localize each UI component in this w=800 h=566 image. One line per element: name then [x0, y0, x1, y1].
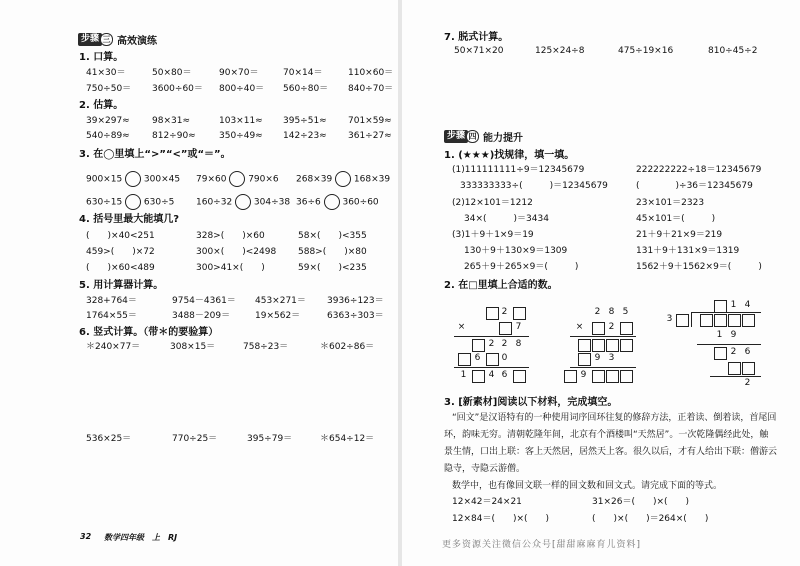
digit-box[interactable]	[592, 339, 605, 352]
q6-item: 758÷23＝	[243, 342, 289, 352]
pattern-line: (3)1＋9＋1×9＝19	[452, 230, 534, 240]
digit-box[interactable]	[458, 353, 471, 366]
division-bar	[691, 312, 761, 313]
pattern-line[interactable]: ( )÷36＝12345679	[636, 181, 753, 191]
reading-line: 隐寺，寺隐云游僧。	[444, 464, 526, 474]
q4-item[interactable]: 300>41×( )	[196, 263, 265, 273]
q1-item: 41×30＝	[86, 68, 126, 78]
digit-box[interactable]	[742, 314, 755, 327]
q4-item[interactable]: 588>( )×80	[298, 247, 367, 257]
rule-line	[570, 336, 636, 337]
digit: ×	[575, 322, 584, 332]
q4-heading: 4. 括号里最大能填几?	[79, 214, 180, 225]
right-page	[402, 0, 800, 566]
digit-box[interactable]	[578, 339, 591, 352]
palindrome-eq[interactable]: ( )×( )＝264×( )	[592, 514, 709, 524]
q6-item: 536×25＝	[86, 434, 132, 444]
digit-box[interactable]	[700, 314, 713, 327]
digit: 1	[716, 330, 723, 340]
q2-item: 395÷51≈	[283, 116, 327, 126]
q4-item[interactable]: 328>( )×60	[196, 231, 265, 241]
digit: 2	[488, 339, 495, 349]
q5-heading: 5. 用计算器计算。	[79, 280, 164, 291]
q3-compare	[296, 194, 379, 210]
q2-item: 812÷90≈	[152, 131, 196, 141]
q5-item: 19×562＝	[255, 311, 301, 321]
left-page	[0, 0, 398, 566]
digit-box[interactable]	[486, 353, 499, 366]
digit: 6	[744, 347, 751, 357]
digit: 5	[622, 307, 629, 317]
digit: 1	[730, 300, 737, 310]
digit: 4	[488, 370, 495, 380]
digit: 2	[744, 378, 751, 388]
q1-item: 3600÷60＝	[152, 84, 203, 94]
digit: 0	[501, 353, 508, 363]
digit: 9	[580, 370, 587, 380]
watermark: 更多资源关注微信公众号[甜甜麻麻育儿资料]	[442, 540, 642, 550]
rule-line	[570, 367, 636, 368]
digit: 2	[501, 307, 508, 317]
q5-item: 6363÷303＝	[327, 311, 384, 321]
step-title: 高效演练	[117, 36, 158, 47]
digit-box[interactable]	[742, 362, 755, 375]
reading-line: 景生情，口出上联：客上天然居，居然天上客。很久以后，才有人给出下联：僧游云	[444, 447, 778, 457]
digit: 2	[730, 347, 737, 357]
step-title: 能力提升	[483, 133, 524, 144]
q3-left-expr: 900×15	[86, 174, 123, 185]
q6-item: ＊602÷86＝	[320, 342, 375, 352]
answer-circle[interactable]	[125, 194, 141, 210]
digit-box[interactable]	[472, 339, 485, 352]
q5-item: 9754－4361＝	[172, 296, 236, 306]
digit-box[interactable]	[592, 370, 605, 383]
q6-item: 308×15＝	[170, 342, 216, 352]
q5-item: 453×271＝	[255, 296, 306, 306]
step-number: 四	[466, 130, 479, 143]
answer-circle[interactable]	[229, 171, 245, 187]
q1-item: 750÷50＝	[86, 84, 132, 94]
pattern-line: (2)12×101＝1212	[452, 198, 533, 208]
step-label: 步骤	[78, 33, 102, 46]
reading-line: 数学中，也有像回文联一样的回文数和回文式。请完成下面的等式。	[452, 481, 723, 491]
q2-item: 361÷27≈	[348, 131, 392, 141]
step-three-badge	[78, 33, 157, 46]
step-four-badge	[444, 130, 523, 143]
digit-box[interactable]	[486, 307, 499, 320]
digit-box[interactable]	[513, 370, 526, 383]
q2-item: 350÷49≈	[219, 131, 263, 141]
digit-box[interactable]	[592, 322, 605, 335]
digit-box[interactable]	[513, 307, 526, 320]
digit: 3	[666, 314, 673, 324]
digit: 8	[515, 339, 522, 349]
q3-right-expr: 304÷38	[253, 197, 291, 208]
pattern-line: 222222222÷18＝12345679	[636, 165, 762, 175]
q5-item: 328+764＝	[86, 296, 137, 306]
book-title: 数学四年级 上 RJ	[104, 533, 178, 542]
digit: 9	[730, 330, 737, 340]
digit-box[interactable]	[728, 314, 741, 327]
q3-right-expr: 168×39	[353, 174, 391, 185]
pattern-line: 130＋9＋130×9＝1309	[464, 246, 568, 256]
digit: 6	[474, 353, 481, 363]
step-number: 三	[100, 33, 113, 46]
q5-item: 3488－209＝	[172, 311, 231, 321]
q2-item: 540÷89≈	[86, 131, 130, 141]
q5-item: 3936÷123＝	[327, 296, 384, 306]
digit-box[interactable]	[499, 322, 512, 335]
q3-compare	[86, 194, 174, 210]
q4-item[interactable]: 459>( )×72	[86, 247, 155, 257]
q1-item: 840÷70＝	[348, 84, 394, 94]
r-q2-heading-text: 2. 在□里填上合适的数。	[444, 280, 558, 291]
q1-heading: 1. 口算。	[79, 52, 124, 63]
q3-left-expr: 160÷32	[196, 197, 233, 208]
digit-box[interactable]	[472, 370, 485, 383]
pattern-line: 21＋9＋21×9＝219	[636, 230, 723, 240]
answer-circle[interactable]	[335, 171, 351, 187]
palindrome-eq[interactable]: 12×84＝( )×( )	[452, 514, 550, 524]
digit-box[interactable]	[676, 314, 689, 327]
q7-item: 125×24÷8	[535, 46, 585, 56]
q2-heading: 2. 估算。	[79, 100, 124, 111]
q3-left-expr: 630÷15	[86, 197, 123, 208]
digit-box[interactable]	[606, 339, 619, 352]
pattern-line[interactable]: 333333333÷( )＝12345679	[460, 181, 608, 191]
q7-item: 50×71×20	[454, 46, 504, 56]
digit: 7	[515, 322, 522, 332]
q2-item: 103×11≈	[219, 116, 263, 126]
pattern-line[interactable]: 265＋9＋265×9＝( )	[464, 262, 579, 272]
digit: 2	[501, 339, 508, 349]
q6-item: 770÷25＝	[172, 434, 218, 444]
q6-item: ＊654÷12＝	[320, 434, 375, 444]
q1-item: 70×14＝	[283, 68, 323, 78]
q3-left-expr: 36÷6	[296, 197, 321, 208]
q4-item[interactable]: 59×( )<235	[298, 263, 367, 273]
digit: 2	[608, 322, 615, 332]
palindrome-eq: 12×42＝24×21	[452, 497, 522, 507]
q3-left-expr: 268×39	[296, 174, 333, 185]
digit: 1	[460, 370, 467, 380]
answer-circle[interactable]	[235, 194, 251, 210]
q2-item: 39×297≈	[86, 116, 130, 126]
division-bracket	[691, 312, 692, 327]
q5-item: 1764×55＝	[86, 311, 137, 321]
q1-item: 110×60＝	[348, 68, 394, 78]
pattern-line[interactable]: 45×101＝( )	[636, 214, 716, 224]
q1-item: 560÷80＝	[283, 84, 329, 94]
pattern-line: 23×101＝2323	[636, 198, 705, 208]
digit: 3	[608, 353, 615, 363]
q4-item[interactable]: 300×( )<2498	[196, 247, 277, 257]
q3-compare	[196, 194, 290, 210]
digit: ×	[457, 322, 466, 332]
digit: 8	[608, 307, 615, 317]
digit-box[interactable]	[620, 339, 633, 352]
step-label: 步骤	[444, 130, 468, 143]
q2-item: 142÷23≈	[283, 131, 327, 141]
rule-line	[454, 367, 529, 368]
q2-item: 98×31≈	[152, 116, 190, 126]
q3-right-expr: 360÷60	[342, 197, 379, 208]
q4-item[interactable]: ( )×60<489	[86, 263, 155, 273]
q3-right-expr: 630÷5	[143, 197, 175, 208]
digit-box[interactable]	[578, 353, 591, 366]
q3-heading: 3. 在◯里填上“>”“<”或“＝”。	[79, 149, 231, 160]
q1-item: 50×80＝	[152, 68, 192, 78]
digit-box[interactable]	[728, 362, 741, 375]
r-q2-heading	[444, 280, 558, 291]
rule-line	[697, 344, 761, 345]
page-number: 32	[80, 532, 92, 541]
q3-compare	[196, 171, 279, 187]
q4-item[interactable]: ( )×40<251	[86, 231, 155, 241]
q3-left-expr: 79×60	[196, 174, 227, 185]
digit: 2	[594, 307, 601, 317]
q1-item: 800÷40＝	[219, 84, 265, 94]
q3-compare	[296, 171, 390, 187]
digit: 6	[501, 370, 508, 380]
pattern-line: (1)111111111÷9＝12345679	[452, 165, 585, 175]
digit: 9	[594, 353, 601, 363]
q3-compare	[86, 171, 180, 187]
digit-box[interactable]	[714, 347, 727, 360]
q6-heading: 6. 竖式计算。（带＊的要验算）	[79, 327, 219, 338]
reading-line: “回文”是汉语特有的一种使用词序回环往复的修辞方法，正着读、倒着读，首尾回	[452, 413, 777, 423]
q6-item: 395÷79＝	[247, 434, 293, 444]
digit-box[interactable]	[564, 370, 577, 383]
pattern-line[interactable]: 34×( )＝3434	[464, 214, 549, 224]
q7-item: 810÷45÷2	[708, 46, 758, 56]
pattern-line: 131＋9＋131×9＝1319	[636, 246, 740, 256]
digit-box[interactable]	[620, 370, 633, 383]
rule-line	[710, 376, 761, 377]
pattern-line[interactable]: 1562＋9＋1562×9＝( )	[636, 262, 762, 272]
digit: 4	[744, 300, 751, 310]
q3-right-expr: 300×45	[143, 174, 181, 185]
q4-item[interactable]: 58×( )<355	[298, 231, 367, 241]
digit-box[interactable]	[606, 370, 619, 383]
digit-box[interactable]	[620, 322, 633, 335]
answer-circle[interactable]	[125, 171, 141, 187]
q7-item: 475÷19×16	[618, 46, 674, 56]
r-q1-heading: 1. (★★★)找规律，填一填。	[444, 150, 575, 161]
palindrome-eq[interactable]: 31×26＝( )×( )	[592, 497, 690, 507]
r-q3-heading: 3. [新素材]阅读以下材料，完成填空。	[444, 397, 618, 408]
q3-right-expr: 790×6	[248, 174, 279, 185]
digit-box[interactable]	[714, 314, 727, 327]
reading-line: 环，韵味无穷。清朝乾隆年间，北京有个酒楼叫“天然居”。一次乾隆偶经此处，触	[444, 430, 769, 440]
q6-item: ＊240×77＝	[86, 342, 141, 352]
q7-heading: 7. 脱式计算。	[444, 32, 509, 43]
q2-item: 701×59≈	[348, 116, 392, 126]
rule-line	[454, 336, 529, 337]
q1-item: 90×70＝	[219, 68, 259, 78]
answer-circle[interactable]	[324, 194, 340, 210]
